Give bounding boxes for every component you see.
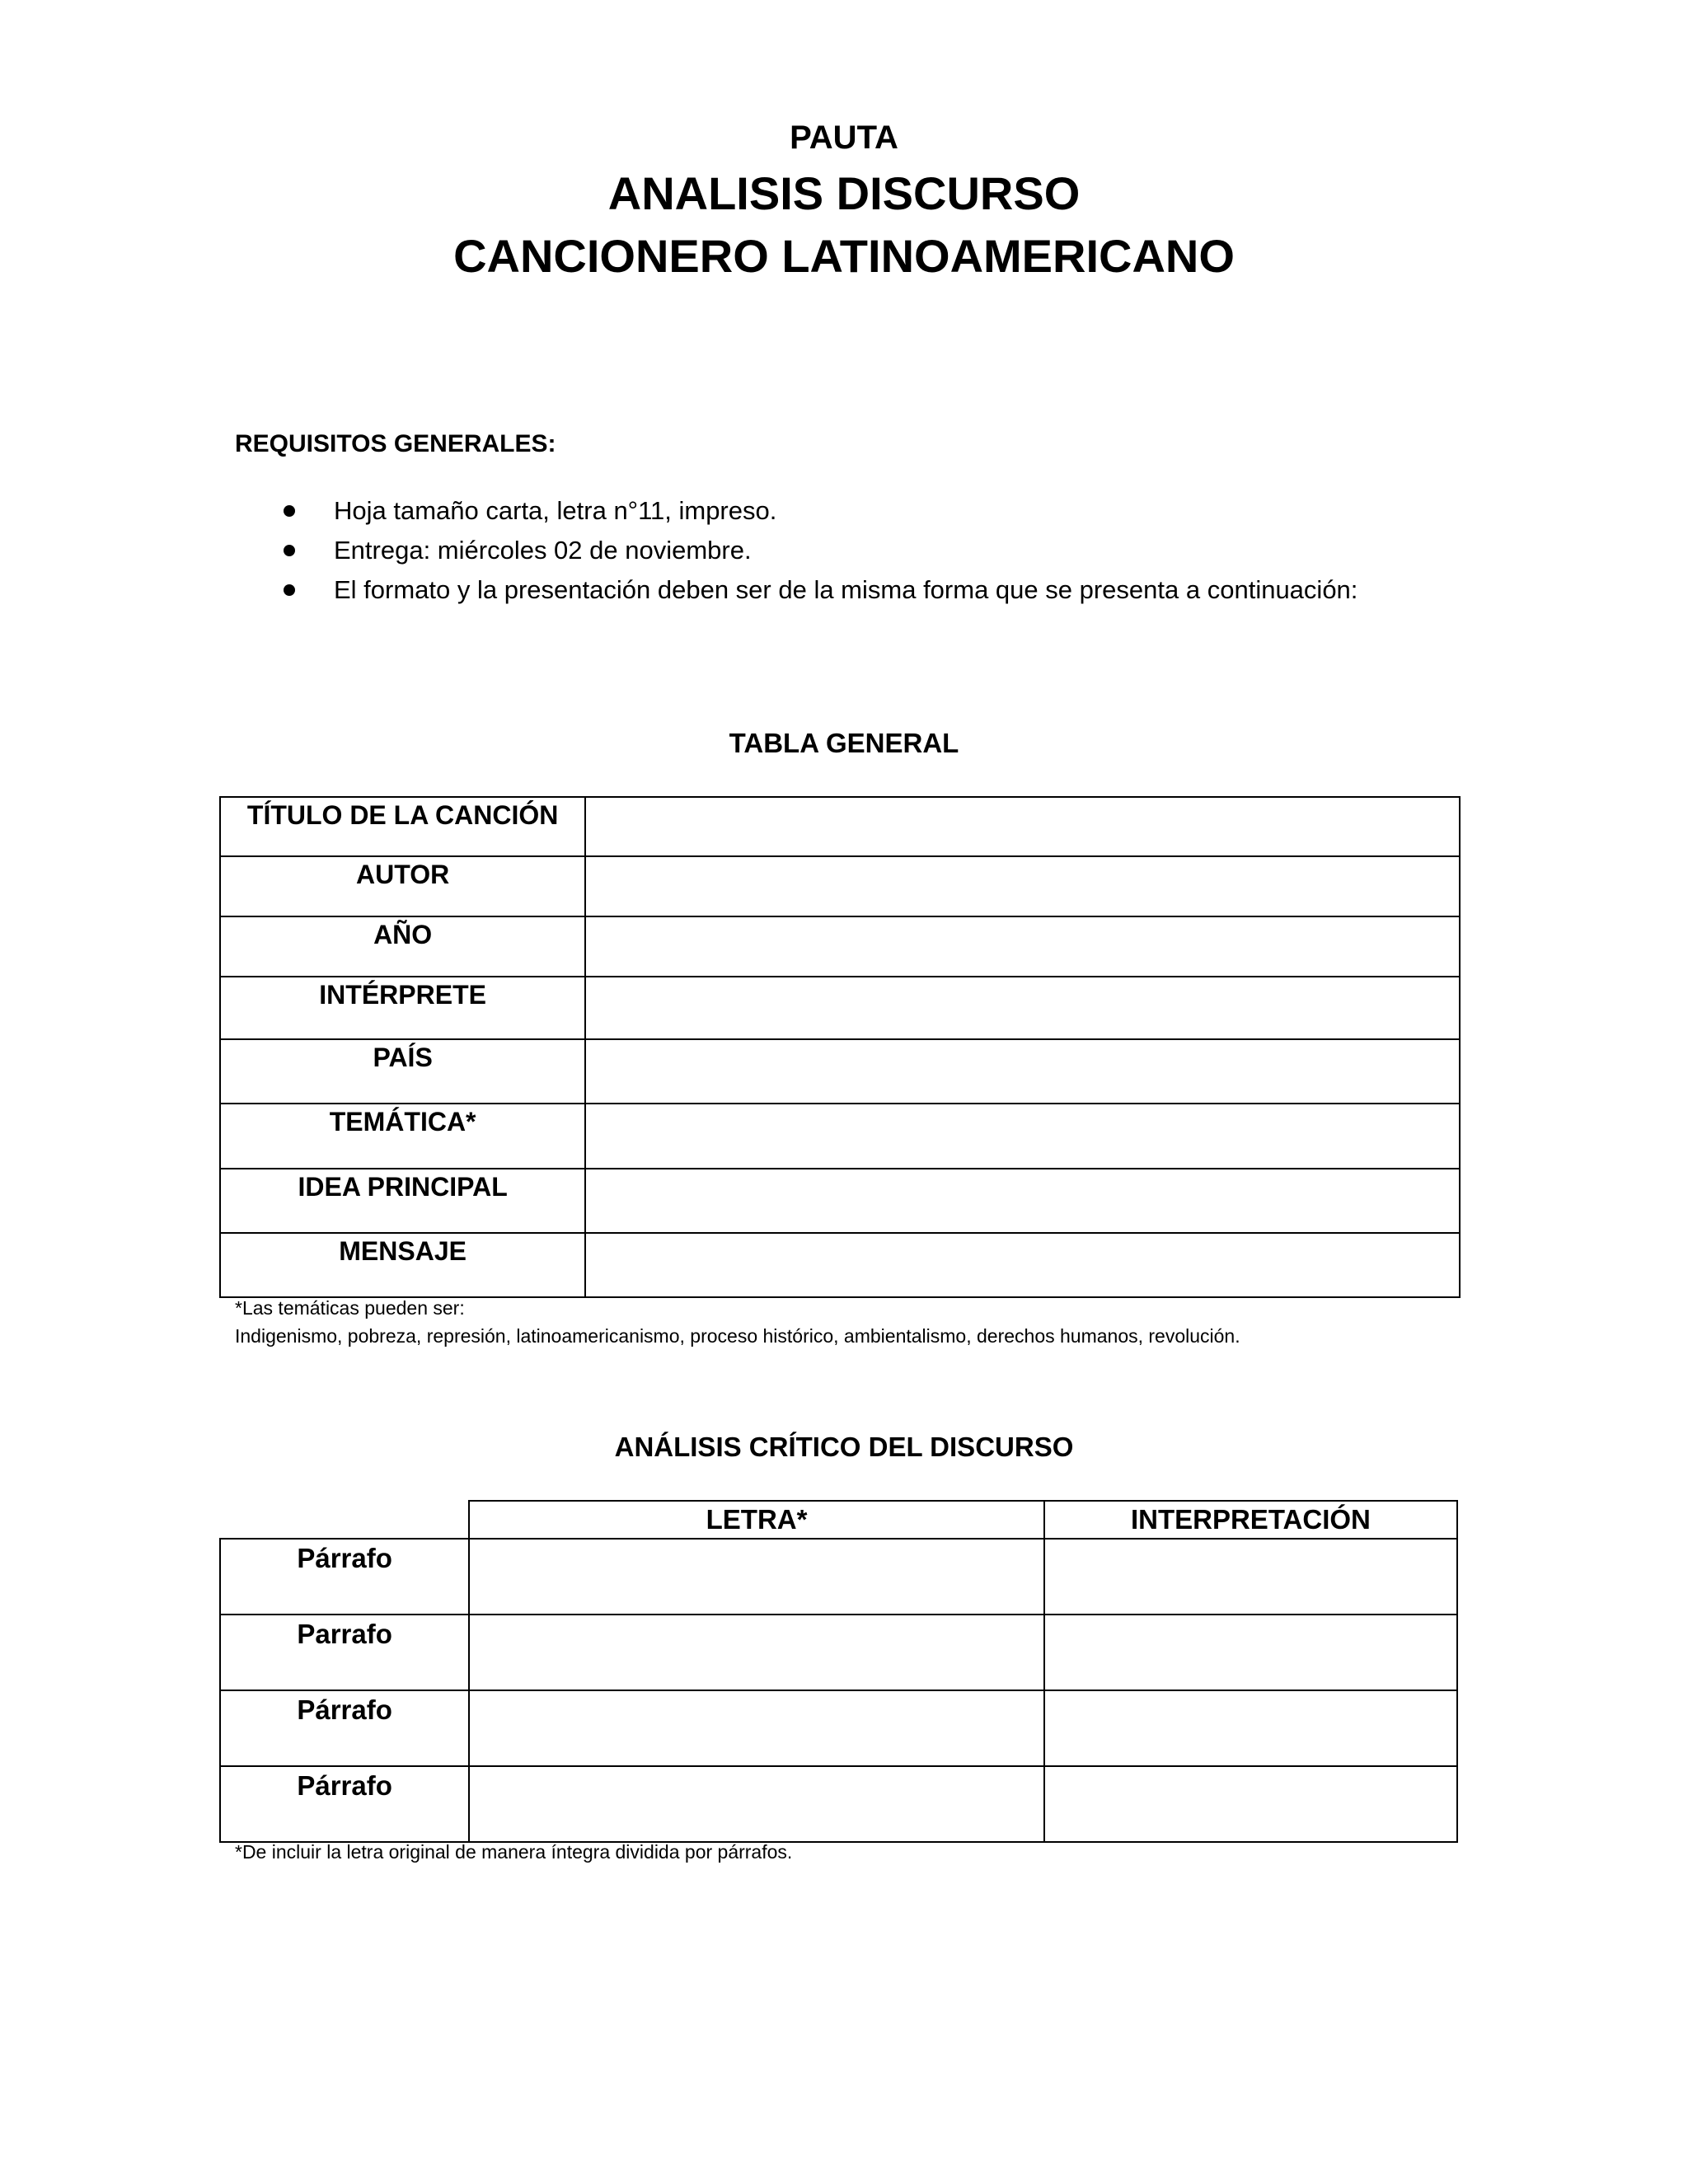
row-value-cell[interactable] — [585, 797, 1460, 856]
row-label: PAÍS — [220, 1039, 585, 1104]
interpretacion-cell[interactable] — [1044, 1690, 1457, 1766]
table-row — [220, 1039, 1460, 1104]
requirement-item — [280, 491, 1357, 531]
row-label: TÍTULO DE LA CANCIÓN — [220, 797, 585, 856]
row-value-cell[interactable] — [585, 1169, 1460, 1233]
requirement-item — [280, 531, 1357, 570]
row-label: Parrafo — [220, 1615, 469, 1690]
table-row — [220, 1766, 1457, 1842]
requirement-text: Hoja tamaño carta, letra n°11, impreso. — [334, 496, 777, 525]
table-row — [220, 1169, 1460, 1233]
row-value-cell[interactable] — [585, 1039, 1460, 1104]
table-row — [220, 916, 1460, 977]
doc-title-pauta: PAUTA — [790, 120, 898, 156]
column-header-letra: LETRA* — [469, 1501, 1044, 1539]
analysis-table — [219, 1500, 1458, 1843]
table-row — [220, 1615, 1457, 1690]
bullet-icon — [284, 545, 295, 556]
doc-title-analisis: ANALISIS DISCURSO — [607, 167, 1081, 219]
letra-cell[interactable] — [469, 1766, 1044, 1842]
letra-cell[interactable] — [469, 1690, 1044, 1766]
row-value-cell[interactable] — [585, 977, 1460, 1039]
requirements-heading: REQUISITOS GENERALES: — [235, 430, 556, 457]
row-label: INTÉRPRETE — [220, 977, 585, 1039]
bullet-icon — [284, 505, 295, 517]
requirement-text: El formato y la presentación deben ser de la misma forma que se presenta a continuación: — [334, 575, 1358, 604]
column-header-interpretacion: INTERPRETACIÓN — [1044, 1501, 1457, 1539]
interpretacion-cell[interactable] — [1044, 1615, 1457, 1690]
table-row — [220, 1539, 1457, 1615]
row-label: Párrafo — [220, 1539, 469, 1615]
row-value-cell[interactable] — [585, 1233, 1460, 1297]
row-value-cell[interactable] — [585, 856, 1460, 916]
table-header-row — [220, 1501, 1457, 1539]
tematicas-note — [235, 1294, 1240, 1350]
letra-cell[interactable] — [469, 1615, 1044, 1690]
row-label: Párrafo — [220, 1690, 469, 1766]
row-label: TEMÁTICA* — [220, 1104, 585, 1169]
general-table — [219, 796, 1461, 1298]
general-table-title: TABLA GENERAL — [729, 728, 959, 758]
row-value-cell[interactable] — [585, 916, 1460, 977]
row-value-cell[interactable] — [585, 1104, 1460, 1169]
requirement-item — [280, 570, 1357, 610]
table-row — [220, 1690, 1457, 1766]
letra-cell[interactable] — [469, 1539, 1044, 1615]
letra-note: *De incluir la letra original de manera íntegra dividida por párrafos. — [235, 1841, 793, 1863]
requirements-list — [280, 491, 1357, 610]
tematicas-note-line2: Indigenismo, pobreza, represión, latinoamericanismo, proceso histórico, ambientalismo, derechos humanos, revolución. — [235, 1325, 1240, 1347]
interpretacion-cell[interactable] — [1044, 1766, 1457, 1842]
table-row — [220, 1233, 1460, 1297]
doc-title-cancionero: CANCIONERO LATINOAMERICANO — [453, 230, 1235, 282]
row-label: IDEA PRINCIPAL — [220, 1169, 585, 1233]
table-row — [220, 1104, 1460, 1169]
row-label: AUTOR — [220, 856, 585, 916]
table-row — [220, 856, 1460, 916]
empty-corner-cell — [220, 1501, 469, 1539]
requirement-text: Entrega: miércoles 02 de noviembre. — [334, 536, 752, 565]
analysis-table-title: ANÁLISIS CRÍTICO DEL DISCURSO — [614, 1432, 1074, 1462]
row-label: Párrafo — [220, 1766, 469, 1842]
bullet-icon — [284, 584, 295, 596]
table-row — [220, 977, 1460, 1039]
tematicas-note-line1: *Las temáticas pueden ser: — [235, 1297, 465, 1319]
interpretacion-cell[interactable] — [1044, 1539, 1457, 1615]
table-row — [220, 797, 1460, 856]
row-label: AÑO — [220, 916, 585, 977]
row-label: MENSAJE — [220, 1233, 585, 1297]
